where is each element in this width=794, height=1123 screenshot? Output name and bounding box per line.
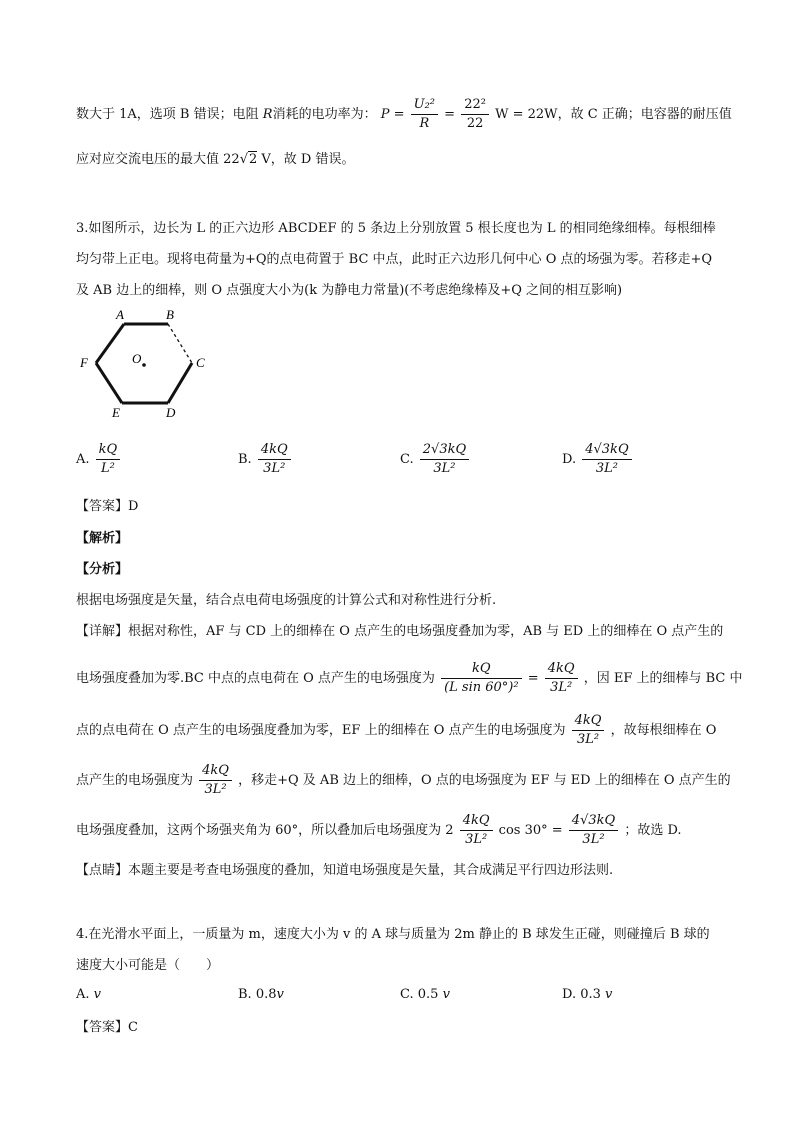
q4-option-c: C. 0.5 v xyxy=(400,987,450,1002)
q3-stem-3: 及 AB 边上的细棒，则 O 点强度大小为(k 为静电力常量)(不考虑绝缘棒及+Q 之间的相互影响) xyxy=(76,283,623,298)
power-frac-2: $\frac{\text{22²}}{22}$ xyxy=(461,96,489,133)
hexagon-figure xyxy=(76,305,216,425)
top-text-1a: 数大于 1A，选项 B 错误；电阻 xyxy=(76,107,259,122)
q3-answer: 【答案】D xyxy=(76,499,139,514)
q3-fenxi-text: 根据电场强度是矢量，结合点电荷电场强度的计算公式和对称性进行分析. xyxy=(76,593,497,608)
hex-label-e: E xyxy=(112,405,120,420)
top-text-1c: ，故 C 正确；电容器的耐压值 xyxy=(557,107,732,122)
q3-comment: 【点睛】本题主要是考查电场强度的叠加，知道电场强度是矢量，其合成满足平行四边形法则. xyxy=(76,863,614,878)
top-text-R: R xyxy=(262,107,273,122)
hex-center-dot xyxy=(142,363,146,367)
hex-label-o: O xyxy=(132,351,142,366)
q4-option-a: A. v xyxy=(76,987,102,1002)
q4-stem-1: 4.在光滑水平面上，一质量为 m，速度大小为 v 的 A 球与质量为 2m 静止的 B 球发生正碰，则碰撞后 B 球的 xyxy=(76,927,710,942)
q3-fenxi-heading: 【分析】 xyxy=(76,562,129,577)
power-eq-lhs: P = xyxy=(380,107,405,122)
hex-edge-fa xyxy=(96,324,124,363)
q3-option-b: B. $\frac{4kQ}{\text{3L²}}$ xyxy=(238,441,293,478)
power-eq-rhs: W = 22W xyxy=(495,107,558,122)
top-text-1b: 消耗的电功率为： xyxy=(272,107,377,122)
hex-edge-bc xyxy=(168,324,192,363)
q3-detail-2: 电场强度叠加为零.BC 中点的点电荷在 O 点产生的电场强度为 $\frac{kQ}{\text{(L sin 60°)²}}$ = $\frac{4kQ}{\text{3L²}}$ ，因 EF 上的细棒与 BC 中 xyxy=(76,661,743,695)
hex-label-c: C xyxy=(196,355,205,370)
q4-option-b: B. 0.8v xyxy=(238,987,284,1002)
q3-detail-4: 点产生的电场强度为 $\frac{4kQ}{\text{3L²}}$ ，移走+Q 及 AB 边上的细棒，O 点的电场强度为 EF 与 ED 上的细棒在 O 点产生的 xyxy=(76,763,731,797)
hex-label-b: B xyxy=(166,307,174,322)
q3-option-c: C. $\frac{2√3kQ}{\text{3L²}}$ xyxy=(400,441,471,478)
hex-label-f: F xyxy=(80,355,88,370)
q3-detail-5: 电场强度叠加，这两个场强夹角为 60°，所以叠加后电场强度为 2 $\frac{4kQ}{\text{3L²}}$ cos 30° = $\frac{4√3kQ}{\text{3L²}}$ ；故选 D. xyxy=(76,813,682,847)
hex-edge-cd xyxy=(168,363,192,403)
q3-analysis-heading: 【解析】 xyxy=(76,531,129,546)
detail-frac-kq-lsin: $\frac{kQ}{\text{(L sin 60°)²}}$ xyxy=(441,660,522,697)
top-line-1: 数大于 1A，选项 B 错误；电阻 R消耗的电功率为： P = $\frac{\text{U₂²}}{R}$ = $\frac{\text{22²}}{22}$ W = 22W，故 C 正确；电容器的耐压值 xyxy=(76,97,732,131)
q3-option-a: A. $\frac{kQ}{\text{L²}}$ xyxy=(76,441,122,478)
top-line-2: 应对应交流电压的最大值 22√2 V，故 D 错误。 xyxy=(76,152,355,167)
q3-stem-2: 均匀带上正电。现将电荷量为+Q的点电荷置于 BC 中点，此时正六边形几何中心 O 点的场强为零。若移走+Q xyxy=(76,252,713,267)
q3-stem-1: 3.如图所示，边长为 L 的正六边形 ABCDEF 的 5 条边上分别放置 5 根长度也为 L 的相同绝缘细棒。每根细棒 xyxy=(76,221,716,236)
q3-option-d: D. $\frac{4√3kQ}{\text{3L²}}$ xyxy=(562,441,634,478)
power-frac-1: $\frac{\text{U₂²}}{R}$ xyxy=(411,96,438,133)
q4-answer: 【答案】C xyxy=(76,1020,138,1035)
q4-option-d: D. 0.3 v xyxy=(562,987,613,1002)
q3-detail-1: 【详解】根据对称性，AF 与 CD 上的细棒在 O 点产生的电场强度叠加为零，AB 与 ED 上的细棒在 O 点产生的 xyxy=(76,624,724,639)
hex-label-a: A xyxy=(116,307,124,322)
hex-edge-ef xyxy=(96,363,122,403)
q3-detail-3: 点的点电荷在 O 点产生的电场强度叠加为零，EF 上的细棒在 O 点产生的电场强度为 $\frac{4kQ}{\text{3L²}}$ ，故每根细棒在 O xyxy=(76,713,717,747)
q4-stem-2: 速度大小可能是（ ） xyxy=(76,958,220,973)
hex-label-d: D xyxy=(166,405,176,420)
